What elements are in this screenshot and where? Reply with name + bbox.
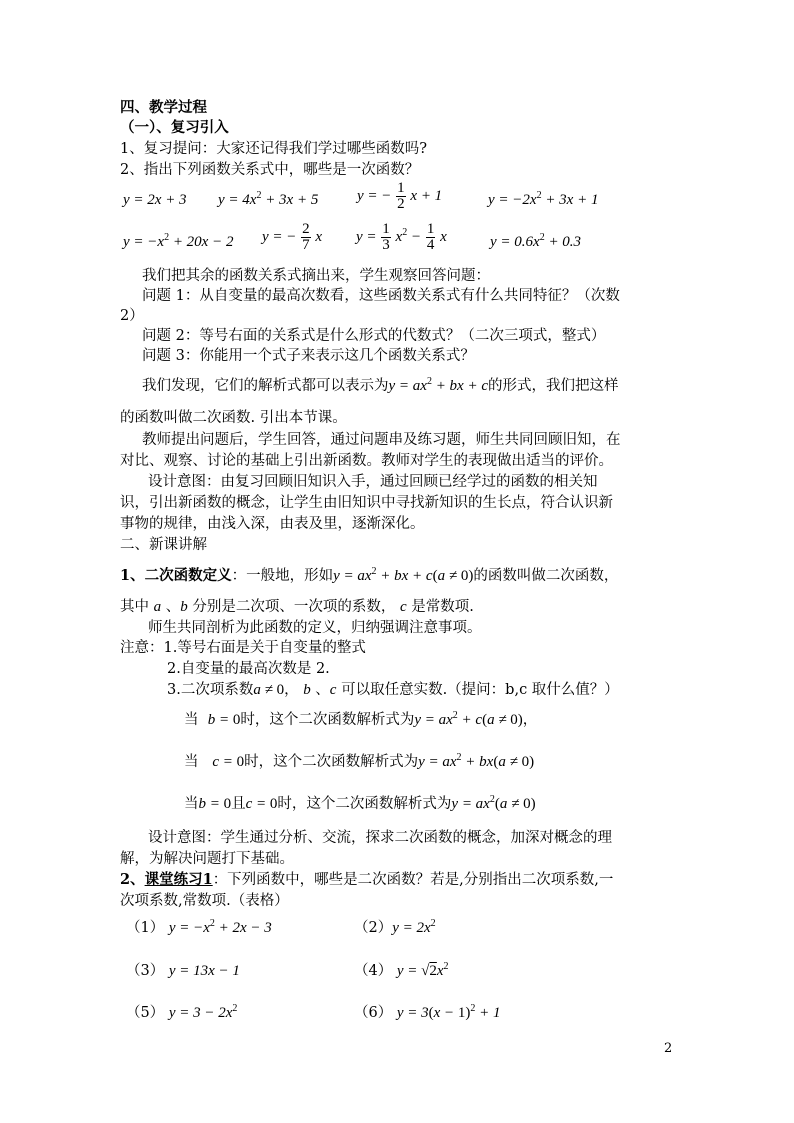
formula-2: $y = 4x^2 + 3x + 5$ xyxy=(218,190,319,208)
issue-1-line-1: 问题 1：从自变量的最高次数看，这些函数关系式有什么共同特征？（次数 xyxy=(142,288,620,304)
formula-4: $y = -2x^2 + 3x + 1$ xyxy=(488,190,599,208)
exercise-item-3: （3） y = 13x − 1 xyxy=(126,963,240,979)
exercise-item-5: （5） $y = 3 - 2x^2$ xyxy=(126,1003,238,1021)
note-1: 注意：1.等号右面是关于自变量的整式 xyxy=(120,640,366,656)
exercise-item-6: （6） $y = 3(x - 1)^2 + 1$ xyxy=(354,1003,501,1021)
question-1: 1、复习提问：大家还记得我们学过哪些函数吗? xyxy=(120,141,427,157)
issue-1-line-2: 2） xyxy=(120,308,144,324)
teacher-paragraph-line-1: 教师提出问题后，学生回答，通过问题串及练习题，师生共同回顾旧知，在 xyxy=(142,432,621,448)
exercise-item-4: （4） $y = √2x^2$ xyxy=(354,961,449,979)
exercise-title-line: 2、课堂练习1：下列函数中，哪些是二次函数？若是,分别指出二次项系数,一 xyxy=(120,871,614,888)
definition-line: 1、二次函数定义：一般地，形如$y = ax^2$ + bx + c(a ≠ 0)的函数叫做二次函数， xyxy=(120,566,619,584)
note-2: 2.自变量的最高次数是 2. xyxy=(167,661,330,677)
exercise-item-1: （1） $y = -x^2 + 2x - 3$ xyxy=(126,918,272,936)
formula-7: y = $\frac{1}{3}$ $x^2$ − $\frac{1}{4}$ x xyxy=(356,221,447,253)
case-b-zero: 当 b = 0时，这个二次函数解析式为$y = ax^2 + c(a \ne 0)$， xyxy=(184,710,538,728)
formula-3: y = − $\frac{1}{2}$ x + 1 xyxy=(357,180,443,212)
formula-6: y = − $\frac{2}{7}$ x xyxy=(262,221,323,253)
case-c-zero: 当 c = 0时，这个二次函数解析式为$y = ax^2 + bx(a \ne 0)$ xyxy=(184,752,535,770)
teacher-paragraph-line-2: 对比、观察、讨论的基础上引出新函数。教师对学生的表现做出适当的评价。 xyxy=(120,453,613,469)
note-3: 3.二次项系数a ≠ 0， b 、c 可以取任意实数.（提问：b,c 取什么值？） xyxy=(167,682,619,698)
design-intent-1-line-2: 识，引出新函数的概念，让学生由旧知识中寻找新知识的生长点，符合认识新 xyxy=(120,495,613,511)
paragraph-extract: 我们把其余的函数关系式摘出来，学生观察回答问题： xyxy=(142,268,490,284)
design-intent-1-line-1: 设计意图：由复习回顾旧知识入手，通过回顾已经学过的函数的相关知 xyxy=(148,474,598,490)
formula-8: $y = 0.6x^2 + 0.3$ xyxy=(490,232,582,250)
general-form-line-2: 的函数叫做二次函数. 引出本节课。 xyxy=(120,410,347,426)
case-b-c-zero: 当b = 0且c = 0时，这个二次函数解析式为$y = ax^2(a \ne 0)$ xyxy=(184,794,536,812)
question-2: 2、指出下列函数关系式中，哪些是一次函数？ xyxy=(120,162,420,178)
issue-3: 问题 3：你能用一个式子来表示这几个函数关系式？ xyxy=(142,348,475,364)
exercise-title-line-2: 次项系数,常数项.（表格） xyxy=(120,893,289,909)
subsection-title-review: （一）、复习引入 xyxy=(120,119,229,136)
design-intent-2-line-2: 解，为解决问题打下基础。 xyxy=(120,851,294,867)
formula-5: $y = -x^2 + 20x - 2$ xyxy=(123,232,234,250)
subsection-title-new-lesson: 二、新课讲解 xyxy=(120,537,207,553)
section-title: 四、教学过程 xyxy=(120,99,207,116)
design-intent-1-line-3: 事物的规律，由浅入深，由表及里，逐渐深化。 xyxy=(120,516,425,532)
formula-1: y = 2x + 3 xyxy=(123,192,187,208)
page-number: 2 xyxy=(664,1041,673,1056)
general-form-line: 我们发现，它们的解析式都可以表示为$y = ax^2$ + bx + c的形式，我们把这样 xyxy=(142,376,619,394)
exercise-item-2: $(2)y = 2x^2$ xyxy=(354,918,436,936)
definition-line-3: 师生共同剖析为此函数的定义，归纳强调注意事项。 xyxy=(148,620,482,636)
design-intent-2-line-1: 设计意图：学生通过分析、交流，探求二次函数的概念，加深对概念的理 xyxy=(148,830,612,846)
issue-2: 问题 2：等号右面的关系式是什么形式的代数式？（二次三项式，整式） xyxy=(142,328,606,344)
definition-line-2: 其中 a 、b 分别是二次项、一次项的系数， c 是常数项. xyxy=(120,599,474,615)
